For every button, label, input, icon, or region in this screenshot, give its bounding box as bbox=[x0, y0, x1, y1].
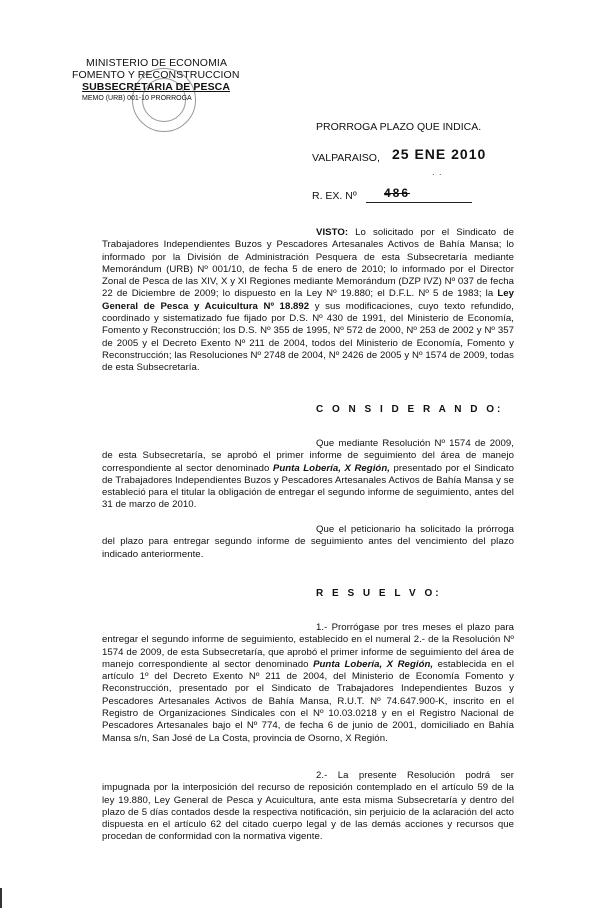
resuelvo-text-b: establecida en el artículo 1º del Decreto Exento Nº 211 de 2004, del Ministerio de Economía Fomento y Reconstrucción, presentado por el Sindicato de Trabajadores Independientes Buzos y Pescadores Artesanales Activos de Bahía Mansa, R.U.T. Nº 74.647.900-K, inscrito en el Registro de Organizaciones Sindicales con el Nº 10.03.0218 y en el Registro Nacional de Pescadores Artesanales bajo el Nº 774, de fecha 6 de junio de 2001, domiciliado en Bahía Mansa s/n, San José de La Costa, provincia de Osorno, X Región. bbox=[102, 658, 515, 744]
considerando-paragraph-1 bbox=[102, 438, 514, 512]
resuelvo-text-2: 2.- La presente Resolución podrá ser impugnada por la interposición del recurso de reposición contemplado en el artículo 59 de la ley 19.880, Ley General de Pesca y Acuicultura, ante esta misma Subsecretaría y dentro del plazo de 5 días contados desde la respectiva notificación, sin perjuicio de la aclaración del acto dispuesta en el artículo 62 del citado cuerpo legal y de las demás acciones y recursos que procedan de conformidad con la normativa vigente. bbox=[102, 770, 514, 843]
resuelvo-sector-name: Punta Lobería, X Región, bbox=[313, 658, 434, 670]
resuelvo-heading: R E S U E L V O: bbox=[316, 588, 442, 599]
place-label: VALPARAISO, bbox=[312, 152, 380, 164]
date-stamp: 25 ENE 2010 bbox=[392, 146, 487, 162]
official-seal-stamp bbox=[132, 68, 196, 132]
visto-text: Lo solicitado por el Sindicato de Trabajadores Independientes Buzos y Pescadores Artesanales Activos de Bahía Mansa; lo informado por la División de Administración Pesquera de esta Subsecretaría mediante Memorándum (URB) Nº 001/10, de fecha 5 de enero de 2010; lo informado por el Director Zonal de Pesca de las XIV, X y XI Regiones mediante Memorándum (DZP IVZ) Nº 037 de fecha 22 de Diciembre de 2009; lo dispuesto en la Ley Nº 19.880; el D.F.L. Nº 5 de 1983; la bbox=[102, 227, 514, 300]
rex-label: R. EX. Nº bbox=[312, 190, 357, 202]
resuelvo-text-a: 1.- Prorrógase por tres meses el plazo para entregar el segundo informe de seguimiento, establecido en el numeral 2.- de la Resolución Nº 1574 de 2009, de esta Subsecretaría, que aprobó el primer informe de seguimiento del área de manejo correspondiente al sector denominado bbox=[102, 622, 514, 670]
considerando-text-b: presentado por el Sindicato de Trabajadores Independientes Buzos y Pescadores Artesanales Activos de Bahía Mansa y se estableció para el titular la obligación de entregar el segundo informe de seguimiento, antes del 31 de marzo de 2010. bbox=[102, 462, 515, 511]
date-tick-marks: · · bbox=[432, 170, 443, 179]
resuelvo-paragraph-2 bbox=[102, 770, 514, 844]
subsecretaria-name: SUBSECRETARIA DE PESCA bbox=[82, 81, 231, 93]
considerando-text-a: Que mediante Resolución Nº 1574 de 2009, de esta Subsecretaría, se aprobó el primer informe de seguimiento del área de manejo correspondiente al sector denominado bbox=[102, 438, 514, 474]
considerando-paragraph-2 bbox=[102, 524, 514, 561]
considerando-text-2: Que el peticionario ha solicitado la prórroga del plazo para entregar segundo informe de seguimiento antes del vencimiento del plazo indicado anteriormente. bbox=[102, 524, 514, 560]
scan-edge-mark bbox=[0, 888, 2, 908]
rex-number: 486 bbox=[384, 186, 411, 200]
rex-underline bbox=[366, 202, 472, 203]
resuelvo-paragraph-1 bbox=[102, 622, 514, 745]
visto-heading: VISTO: bbox=[316, 227, 349, 238]
memo-reference: MEMO (URB) 001-10 PRORROGA bbox=[82, 95, 192, 102]
considerando-sector-name: Punta Lobería, X Región, bbox=[272, 462, 390, 474]
visto-text-rest: y sus modificaciones, cuyo texto refundido, coordinado y sistematizado fue fijado por D.S. Nº 430 de 1991, del Ministerio de Economía, Fomento y Reconstrucción; los D.S. Nº 355 de 1995, Nº 572 de 2000, Nº 253 de 2002 y Nº 357 de 2005 y el Decreto Exento Nº 211 de 2004, todos del Ministerio de Economía, Fomento y Reconstrucción; las Resoluciones Nº 2748 de 2004, Nº 2426 de 2005 y Nº 1574 de 2009, todas de esta Subsecretaría. bbox=[102, 300, 514, 374]
ministry-name: MINISTERIO DE ECONOMIA bbox=[86, 57, 228, 69]
document-title: PRORROGA PLAZO QUE INDICA. bbox=[316, 121, 482, 133]
visto-paragraph bbox=[102, 227, 514, 375]
visto-law-reference: Ley General de Pesca y Acuicultura Nº 18.892 bbox=[102, 288, 514, 312]
considerando-heading: C O N S I D E R A N D O: bbox=[316, 404, 504, 415]
ministry-name-line2: FOMENTO Y RECONSTRUCCION bbox=[72, 69, 240, 81]
